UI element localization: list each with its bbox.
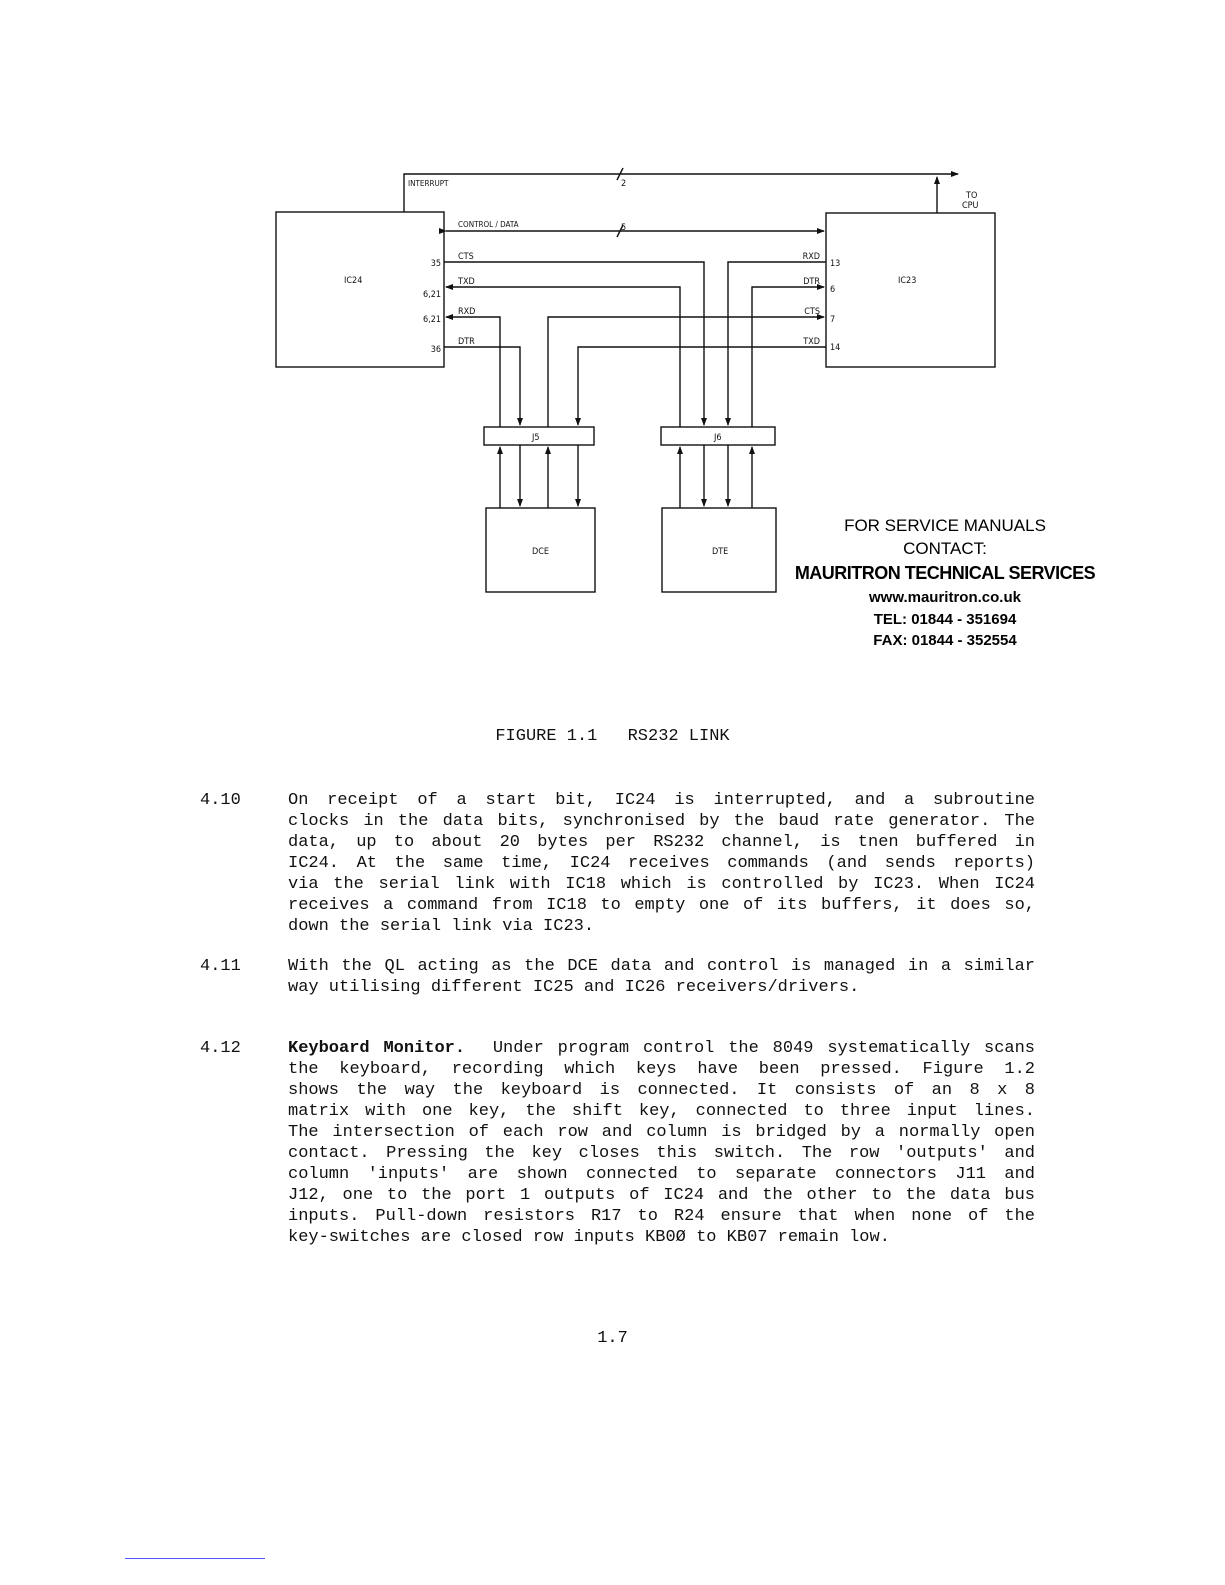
text-line: On receipt of a start bit, IC24 is interrupted, and a subroutine [288, 791, 1035, 810]
dce-label: DCE [532, 547, 550, 557]
section-number: 4.12 [200, 1039, 241, 1058]
text-line: way utilising different IC25 and IC26 receivers/drivers. [288, 978, 860, 997]
j5-label: J5 [532, 433, 540, 443]
control-width: 5 [621, 223, 627, 233]
ic23-label: IC23 [898, 276, 917, 286]
watermark-website: www.mauritron.co.uk [869, 589, 1021, 606]
figure-label: FIGURE 1.1 [495, 727, 598, 746]
ic24-signal: TXD [458, 277, 475, 287]
section-number: 4.11 [200, 957, 241, 976]
figure-title: RS232 LINK [627, 727, 730, 746]
to-cpu-label: TO [966, 191, 978, 201]
figure-caption [0, 727, 1225, 746]
paragraph-4-10 [200, 790, 1035, 937]
page-number: 1.7 [597, 1329, 628, 1348]
text-line: J12, one to the port 1 outputs of IC24 and the other to the data bus [288, 1186, 1035, 1205]
watermark-company: MAURITRON TECHNICAL SERVICES [794, 563, 1096, 583]
text-line: data, up to about 20 bytes per RS232 channel, is tnen buffered in [288, 833, 1035, 852]
ic24-pin: 6,21 [422, 290, 441, 300]
dte-label: DTE [712, 547, 729, 557]
j6-label: J6 [714, 433, 722, 443]
ic24-signal: CTS [458, 252, 474, 262]
interrupt-width: 2 [621, 179, 627, 189]
ic23-signal: TXD [803, 337, 820, 347]
ic23-signal: DTR [803, 277, 820, 287]
ic24-pin: 35 [430, 259, 441, 269]
text-line: down the serial link via IC23. [288, 917, 595, 936]
ic23-pin: 14 [830, 343, 841, 353]
ic24-label: IC24 [344, 276, 363, 286]
text-line: via the serial link with IC18 which is controlled by IC23. When IC24 [288, 875, 1035, 894]
control-data-label: CONTROL / DATA [458, 220, 519, 229]
paragraph-4-12 [200, 1038, 1035, 1248]
text-line: inputs. Pull-down resistors R17 to R24 ensure that when none of the [288, 1207, 1035, 1226]
ic23-pin: 13 [830, 259, 841, 269]
text-line: The intersection of each row and column is bridged by a normally open [288, 1123, 1035, 1142]
watermark-tel: TEL: 01844 - 351694 [873, 611, 1017, 628]
text-line: IC24. At the same time, IC24 receives commands (and sends reports) [288, 854, 1035, 873]
section-heading: Keyboard Monitor. [288, 1039, 466, 1058]
ic24-signal: DTR [458, 337, 475, 347]
footer-rule [125, 1558, 265, 1559]
ic23-pin: 6 [830, 285, 836, 295]
ic23-signal: CTS [804, 307, 820, 317]
ic23-box [826, 213, 995, 367]
watermark-fax: FAX: 01844 - 352554 [873, 632, 1017, 649]
text-line: shows the way the keyboard is connected. It consists of an 8 x 8 [288, 1081, 1035, 1100]
text-line: matrix with one key, the shift key, connected to three input lines. [288, 1102, 1035, 1121]
text-span: Under program control the 8049 systematically scans [492, 1039, 1036, 1058]
interrupt-label: INTERRUPT [408, 179, 449, 188]
text-line: column 'inputs' are shown connected to separate connectors J11 and [288, 1165, 1035, 1184]
ic23-pin: 7 [830, 315, 836, 325]
watermark-line: FOR SERVICE MANUALS [844, 516, 1046, 535]
text-line: contact. Pressing the key closes this switch. The row 'outputs' and [288, 1144, 1035, 1163]
text-line: the keyboard, recording which keys have been pressed. Figure 1.2 [288, 1060, 1035, 1079]
ic23-signal: RXD [802, 252, 820, 262]
ic24-pin: 6,21 [422, 315, 441, 325]
text-line: key-switches are closed row inputs KB0Ø to KB07 remain low. [288, 1228, 890, 1247]
watermark-line: CONTACT: [903, 539, 987, 558]
text-line: receives a command from IC18 to empty one of its buffers, it does so, [288, 896, 1035, 915]
text-line: clocks in the data bits, synchronised by the baud rate generator. The [288, 812, 1035, 831]
to-cpu-label: CPU [962, 201, 979, 211]
interrupt-line [404, 174, 958, 212]
section-number: 4.10 [200, 791, 241, 810]
paragraph-4-11 [200, 956, 1035, 998]
text-line [288, 1038, 1035, 1059]
ic24-pin: 36 [430, 345, 441, 355]
text-line: With the QL acting as the DCE data and control is managed in a similar [288, 957, 1035, 976]
ic24-signal: RXD [458, 307, 476, 317]
ic24-box [276, 212, 444, 367]
